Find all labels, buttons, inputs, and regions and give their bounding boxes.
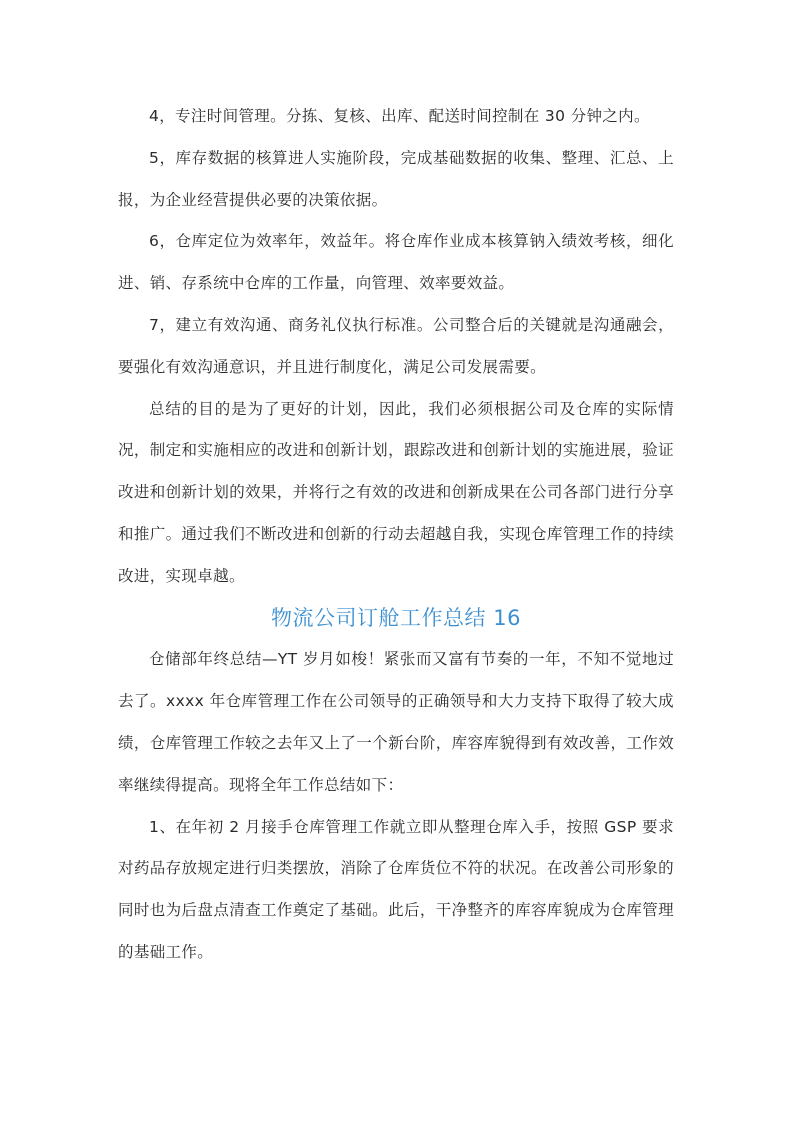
paragraph-intro: 仓储部年终总结—YT 岁月如梭！紧张而又富有节奏的一年，不知不觉地过去了。xxxx 年仓库管理工作在公司领导的正确领导和大力支持下取得了较大成绩，仓库管理工作较之去年又上了一个新台阶，库容库貌得到有效改善，工作效率继续得提高。现将全年工作总结如下： xyxy=(118,650,674,794)
section-title: 物流公司订舱工作总结 16 xyxy=(271,605,521,630)
paragraph-item-5: 5，库存数据的核算进人实施阶段，完成基础数据的收集、整理、汇总、上报，为企业经营提供必要的决策依据。 xyxy=(118,148,674,209)
paragraph-item-1: 1、在年初 2 月接手仓库管理工作就立即从整理仓库入手，按照 GSP 要求对药品存放规定进行归类摆放，消除了仓库货位不符的状况。在改善公司形象的同时也为后盘点清查工作奠定了基础。此后，干净整齐的库容库貌成为仓库管理的基础工作。 xyxy=(118,817,674,961)
paragraph-summary: 总结的目的是为了更好的计划，因此，我们必须根据公司及仓库的实际情况，制定和实施相应的改进和创新计划，跟踪改进和创新计划的实施进展，验证改进和创新计划的效果，并将行之有效的改进和创新成果在公司各部门进行分享和推广。通过我们不断改进和创新的行动去超越自我，实现仓库管理工作的持续改进，实现卓越。 xyxy=(118,399,674,585)
paragraph-item-6: 6，仓库定位为效率年，效益年。将仓库作业成本核算钠入绩效考核，细化进、销、存系统中仓库的工作量，向管理、效率要效益。 xyxy=(118,232,674,293)
paragraph-item-4: 4，专注时间管理。分拣、复核、出库、配送时间控制在 30 分钟之内。 xyxy=(149,107,650,125)
paragraph-item-7: 7，建立有效沟通、商务礼仪执行标准。公司整合后的关键就是沟通融会，要强化有效沟通意识，并且进行制度化，满足公司发展需要。 xyxy=(118,315,674,376)
document-page xyxy=(118,96,674,974)
